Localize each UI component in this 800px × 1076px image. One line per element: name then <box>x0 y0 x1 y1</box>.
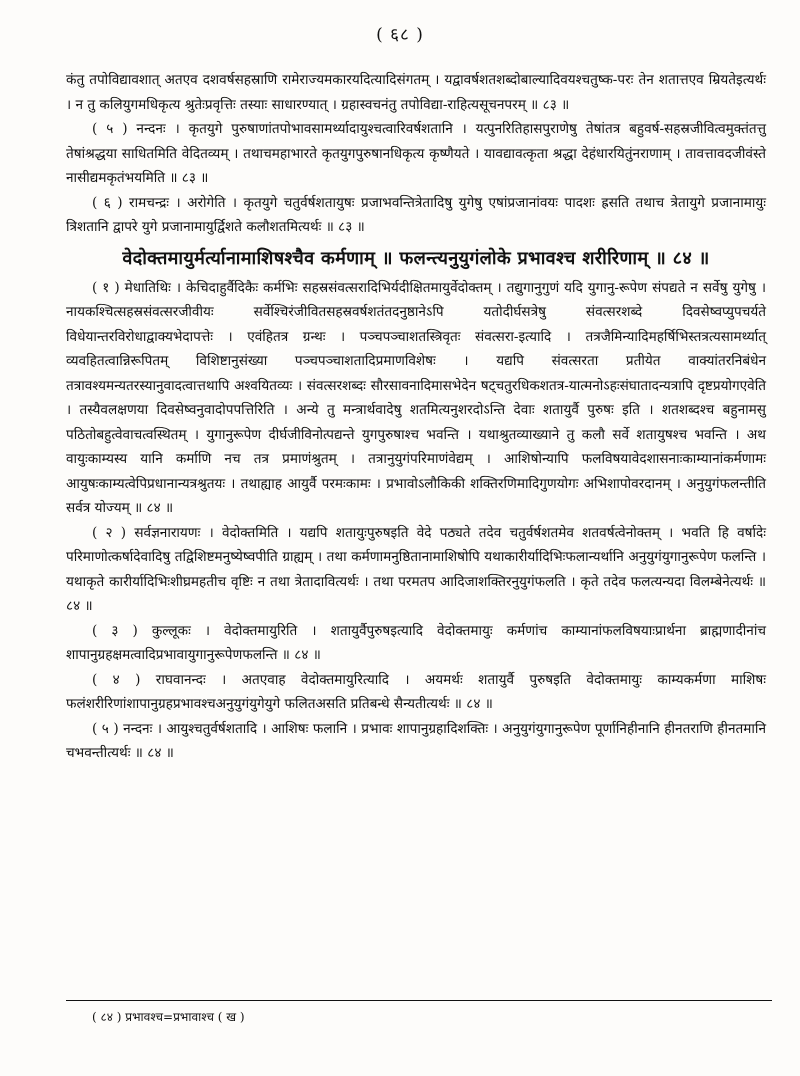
footnote-divider <box>66 1000 772 1001</box>
paragraph-medhatithi-84: ( १ ) मेधातिथिः । केचिदाहुर्वैदिकैः कर्मभिः सहस्रसंवत्सरादिभिर्यदीक्षितमायुर्वेदोक्तम् । तद्युगानुगुणं यदि युगानु-रूपेण संपद्यते न सर्वेषु युगेषु । नायकश्चित्सहस्रसंवत्सरजीवीयः सर्वेश्चिरंजीवितसहस्रवर्षशतंतदनुष्ठानेऽपि यतोदीर्घसत्रेषु संवत्सरशब्दे दिवसेष्वप्युपचर्यते विधेयान्तरविरोधाद्वाक्यभेदापत्तेः । एवंहितत्र ग्रन्थः । पञ्चपञ्चाशतस्त्रिवृतः संवत्सरा-इत्यादि । तत्रजैमिन्यादिमहर्षिभिस्तत्रत्यसामर्थ्यात् व्यवहितत्वान्निरूपितम् विशिष्टानुसंख्या पञ्चपञ्चाशतादिप्रमाणविशेषः । यद्यपि संवत्सरता प्रतीयेत वाक्यांतरनिबंधेन तत्रावश्यमन्यतरस्यानुवादत्वात्तथापि अश्वयितव्यः । संवत्सरशब्दः सौरसावनादिमासभेदेन षट्चतुरधिकशतत्र-यात्मनोऽहःसंघातादन्यत्रापि दृष्टप्रयोगएवेति । तस्यैवलक्षणया दिवसेष्वनुवादोपपत्तिरिति । अन्ये तु मन्त्रार्थवादेषु शतमित्यनुशरदोऽन्ति देवाः शतायुर्वै पुरुषः इति । शतशब्दश्च बहुनामसु पठितोबहुत्वेवाचत्वस्थितम् । युगानुरूपेण दीर्घजीविनोत्पद्यन्ते युगपुरुषाश्च भवन्ति । यथाश्रुतव्याख्याने तु कलौ सर्वे शतायुषश्च भवन्ति । अथ वायुःकाम्यस्य यानि कर्माणि नच तत्र प्रमाणंश्रुतम् । तत्रानुयुगंपरिमाणंवेद्यम् । आशिषोन्यापि फलविषयावेदशासनाःकाम्यानांकर्मणामः आयुषःकाम्यत्वेपिप्रधानान्यत्रश्रुतयः । तथाह्याह आयुर्वै परमःकामः । प्रभावोऽलौकिकी शक्तिरणिमादिगुणयोगः अभिशापोवरदानम् । अनुयुगंफलन्तीति सर्वत्र योज्यम् ॥ ८४ ॥ <box>66 279 766 516</box>
paragraph-raghavananda-84: ( ४ ) राघवानन्दः । अतएवाह वेदोक्तमायुरित्यादि । अयमर्थः शतायुर्वै पुरुषइति वेदोक्तमायुः काम्यकर्मणा माशिषः फलंशरीरिणांशापानुग्रहप्रभावश्चअनुयुगंयुगेयुगे फलितअसति प्रतिबन्धे सैन्यतीत्यर्थः ॥ ८४ ॥ <box>66 671 766 712</box>
paragraph-nandana-84: ( ५ ) नन्दनः । आयुश्चतुर्वर्षशतादि । आशिषः फलानि । प्रभावः शापानुग्रहादिशक्तिः । अनुयुगंयुगानुरूपेण पूर्णानिहीनानि हीनतराणि हीनतमानि चभवन्तीत्यर्थः ॥ ८४ ॥ <box>66 720 766 761</box>
paragraph-sarvajnanarayana-84: ( २ ) सर्वज्ञनारायणः । वेदोक्तमिति । यद्यपि शतायुःपुरुषइति वेदे पठ्यते तदेव चतुर्वर्षशतमेव शतवर्षत्वेनोक्तम् । भवति हि वर्षादेः परिमाणोत्कर्षादेवादिषु तद्विशिष्टमनुष्येष्वपीति ग्राह्यम् । तथा कर्मणामनुष्ठितानामाशिषोपि यथाकारीर्यादिभिःफलान्यर्थानि अनुयुगंयुगानुरूपेण फलन्ति । यथाकृते कारीर्यादिभिःशीघ्रमहतीच वृष्टिः न तथा त्रेतादावित्यर्थः । तथा परमतप आदिजाशक्तिरनुयुगंफलति । कृते तदेव फलत्यन्यदा विलम्बेनेत्यर्थः ॥ ८४ ॥ <box>66 524 766 614</box>
footnote: ( ८४ ) प्रभावश्च=प्रभावाश्च ( ख ) <box>92 1010 245 1024</box>
verse-heading-84: वेदोक्तमायुर्मर्त्यानामाशिषश्चैव कर्मणाम् ॥ फलन्त्यनुयुगंलोके प्रभावश्च शरीरिणाम् ॥ ८४ ॥ <box>122 247 710 269</box>
paragraph-kulluka-84: ( ३ ) कुल्लूकः । वेदोक्तमायुरिति । शतायुर्वैपुरुषइत्यादि वेदोक्तमायुः कर्मणांच काम्यानांफलविषयाःप्रार्थना ब्राह्मणादीनांच शापानुग्रहक्षमत्वादिप्रभावायुगानुरूपेणफलन्ति ॥ ८४ ॥ <box>66 622 766 663</box>
paragraph-nandana-83: ( ५ ) नन्दनः । कृतयुगे पुरुषाणांतपोभावसामर्थ्यादायुश्चत्वारिवर्षशतानि । यत्पुनरितिहासपुराणेषु तेषांतत्र बहुवर्ष-सहस्रजीवित्वमुक्तंतत्तु तेषांश्रद्धया साधितमिति वेदितव्यम् । तथाचमहाभारते कृतयुगपुरुषानधिकृत्य कृष्णैयते । यावद्यावत्कृता श्रद्धा देहंधारयितुंनराणाम् । तावत्तावदजीवंस्ते नासीद्यमकृतंभयमिति ॥ ८३ ॥ <box>66 121 766 186</box>
commentary-body <box>66 68 766 766</box>
paragraph-continuation: कंतु तपोविद्यावशात् अतएव दशवर्षसहस्राणि रामेराज्यमकारयदित्यादिसंगतम् । यद्वावर्षशतशब्दोबाल्यादिवयश्चतुष्क-परः तेन शतात्तएव म्रियतेइत्यर्थः । न तु कलियुगमधिकृत्य श्रुतेःप्रवृत्तिः तस्याः साधारण्यात् । ग्रहास्वचनंतु तपोविद्या-राहित्यसूचनपरम् ॥ ८३ ॥ <box>66 72 766 113</box>
page-number: ( ६८ ) <box>376 25 424 45</box>
paragraph-ramachandra-83: ( ६ ) रामचन्द्रः । अरोगेति । कृतयुगे चतुर्वर्षशतायुषः प्रजाभवन्तित्रेतादिषु युगेषु एषांप्रजानांवयः पादशः ह्रसति तथाच त्रेतायुगे प्रजानामायुः त्रिशतानि द्वापरे युगे प्रजानामायुर्द्विशते कलौशतमित्यर्थः ॥ ८३ ॥ <box>66 194 766 235</box>
